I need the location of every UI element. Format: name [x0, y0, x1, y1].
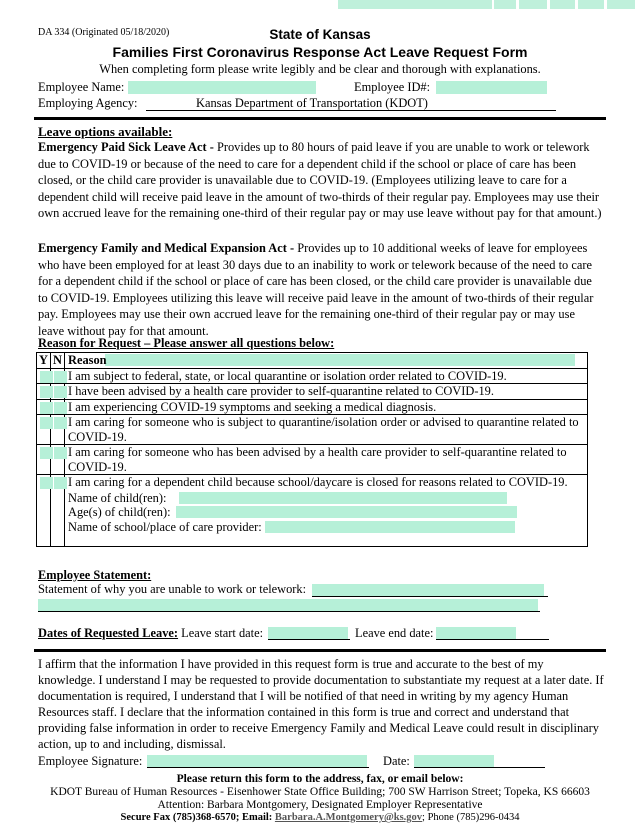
start-date-label: Leave start date:	[181, 626, 264, 640]
toolbar-segment	[607, 0, 635, 9]
table-row	[37, 399, 588, 415]
child-age-row	[68, 505, 584, 520]
table-row	[37, 384, 588, 400]
affirmation-text: I affirm that the information I have provided in this request form is true and accurate to the best of my knowledge. I understand I may be requested to provide documentation to substantiate my request at a later date. If documentation is required, I understand that I will be notified of that need in writing by my agency Human Resources staff. I declare that the information contained in this form is true and correct and understand that providing false information in order to receive Emergency Family and Medical Leave could result in disciplinary action, up to and including, dismissal.	[38, 657, 604, 751]
reason-text: I am subject to federal, state, or local quarantine or isolation order related to COVID-19.	[65, 368, 588, 384]
start-date-underline	[268, 639, 350, 640]
signature-date-field[interactable]	[414, 755, 494, 767]
efmla-paragraph	[38, 240, 604, 339]
statement-field-line1[interactable]	[312, 584, 544, 596]
end-date-underline	[436, 639, 549, 640]
page-title: Families First Coronavirus Response Act Leave Request Form	[112, 44, 528, 60]
table-row	[37, 415, 588, 445]
no-cell	[51, 399, 65, 415]
leave-options-heading: Leave options available:	[38, 124, 173, 139]
yes-cell	[37, 415, 51, 445]
toolbar-segment	[519, 0, 547, 9]
contact-line	[0, 812, 640, 823]
dates-heading: Dates of Requested Leave:	[38, 626, 179, 640]
divider	[34, 117, 606, 120]
table-row	[37, 445, 588, 475]
school-label: Name of school/place of care provider:	[68, 519, 262, 534]
signature-label: Employee Signature:	[38, 754, 143, 768]
statement-underline	[312, 596, 548, 597]
no-checkbox[interactable]	[54, 447, 67, 459]
efmla-text: Provides up to 10 additional weeks of leave for employees who have been employed for at least 30 days due to an inability to work or telework because of the need to care for a dependent child if the school or place of care has been closed, or the child care provider is unavailable due to COVID-19. Employees utilizing this leave will receive paid leave in the amount of two-thirds of their regular pay. Employees may use their own accrued leave for the remaining one-third of their regular pay or may use leave without pay for that amount.	[38, 241, 594, 338]
no-cell	[51, 368, 65, 384]
yes-cell	[37, 399, 51, 415]
end-date-field[interactable]	[436, 627, 516, 639]
reason-text: I have been advised by a health care provider to self-quarantine related to COVID-19.	[65, 384, 588, 400]
yes-cell	[37, 445, 51, 475]
child-name-label: Name of child(ren):	[68, 490, 167, 505]
reason-text: I am experiencing COVID-19 symptoms and seeking a medical diagnosis.	[65, 399, 588, 415]
no-checkbox[interactable]	[54, 477, 67, 489]
fax-label: Secure Fax (785)368-6570; Email:	[120, 812, 273, 823]
employing-agency-value: Kansas Department of Transportation (KDOT)	[196, 96, 428, 110]
phone-text: ; Phone (785)296-0434	[422, 812, 520, 823]
toolbar-segment	[338, 0, 492, 9]
epsl-title: Emergency Paid Sick Leave Act -	[38, 140, 214, 154]
school-row	[68, 520, 584, 535]
employing-agency-label: Employing Agency:	[38, 96, 138, 110]
start-date-field[interactable]	[268, 627, 348, 639]
col-reason-header: Reason	[65, 353, 588, 369]
divider	[34, 649, 606, 652]
form-id: DA 334 (Originated 05/18/2020)	[38, 27, 170, 38]
state-title: State of Kansas	[269, 27, 371, 42]
no-checkbox[interactable]	[54, 402, 67, 414]
reason-text: I am caring for someone who has been advised by a health care provider to self-quarantine related to COVID-19.	[65, 445, 588, 475]
toolbar-segment	[550, 0, 575, 9]
statement-prompt: Statement of why you are unable to work or telework:	[38, 582, 307, 596]
reason-heading: Reason for Request – Please answer all questions below:	[38, 336, 335, 350]
signature-date-underline	[414, 767, 545, 768]
end-date-label: Leave end date:	[355, 626, 434, 640]
no-checkbox[interactable]	[54, 386, 67, 398]
toolbar-segment	[494, 0, 516, 9]
statement-underline	[38, 611, 540, 612]
reason-cell-child	[65, 475, 588, 547]
col-n-header: N	[51, 353, 65, 369]
no-checkbox[interactable]	[54, 417, 67, 429]
yes-cell	[37, 475, 51, 547]
statement-heading: Employee Statement:	[38, 568, 152, 582]
return-heading: Please return this form to the address, fax, or email below:	[176, 773, 464, 785]
email-link[interactable]: Barbara.A.Montgomery@ks.gov	[274, 812, 423, 823]
reason-text: I am caring for someone who is subject to quarantine/isolation order or advised to quarantine related to COVID-19.	[65, 415, 588, 445]
table-row	[37, 475, 588, 547]
table-header-row	[37, 353, 588, 369]
child-age-field[interactable]	[176, 506, 517, 518]
epsl-text: Provides up to 80 hours of paid leave if you are unable to work or telework due to COVID-19 or because of the need to care for a dependent child if the school or place of care has been closed, or the child care provider is unavailable due to COVID-19. (Employees utilizing leave to care for a dependent child will receive paid leave in the amount of two-thirds of their regular pay. Employees may use their own accrued leave for the remaining one-third of their regular pay or may use leave without pay for that amount.)	[38, 140, 602, 220]
signature-date-label: Date:	[383, 754, 410, 768]
school-field[interactable]	[265, 521, 515, 533]
child-name-row	[68, 491, 584, 506]
return-address: KDOT Bureau of Human Resources - Eisenhower State Office Building; 700 SW Harrison Street; Topeka, KS 66603	[50, 786, 590, 798]
dates-row	[38, 626, 263, 642]
table-row	[37, 368, 588, 384]
employee-name-label: Employee Name:	[38, 80, 125, 94]
signature-underline	[147, 767, 369, 768]
no-cell	[51, 445, 65, 475]
no-cell	[51, 415, 65, 445]
child-name-field[interactable]	[179, 492, 507, 504]
epsl-paragraph	[38, 139, 604, 222]
no-cell	[51, 475, 65, 547]
reason-text: I am caring for a dependent child because school/daycare is closed for reasons related to COVID-19.	[68, 475, 568, 489]
child-age-label: Age(s) of child(ren):	[68, 505, 171, 519]
signature-field[interactable]	[147, 755, 367, 767]
reason-table	[36, 352, 588, 547]
employee-name-field[interactable]	[128, 81, 316, 94]
col-y-header: Y	[37, 353, 51, 369]
yes-cell	[37, 368, 51, 384]
toolbar-segment	[578, 0, 604, 9]
instructions: When completing form please write legibly and be clear and thorough with explanations.	[99, 62, 541, 76]
efmla-title: Emergency Family and Medical Expansion Act -	[38, 241, 295, 255]
no-cell	[51, 384, 65, 400]
employee-id-label: Employee ID#:	[354, 80, 431, 94]
statement-field-line2[interactable]	[38, 599, 538, 611]
attention-line: Attention: Barbara Montgomery, Designated Employer Representative	[157, 799, 483, 811]
yes-cell	[37, 384, 51, 400]
employee-id-field[interactable]	[436, 81, 547, 94]
no-checkbox[interactable]	[54, 371, 67, 383]
